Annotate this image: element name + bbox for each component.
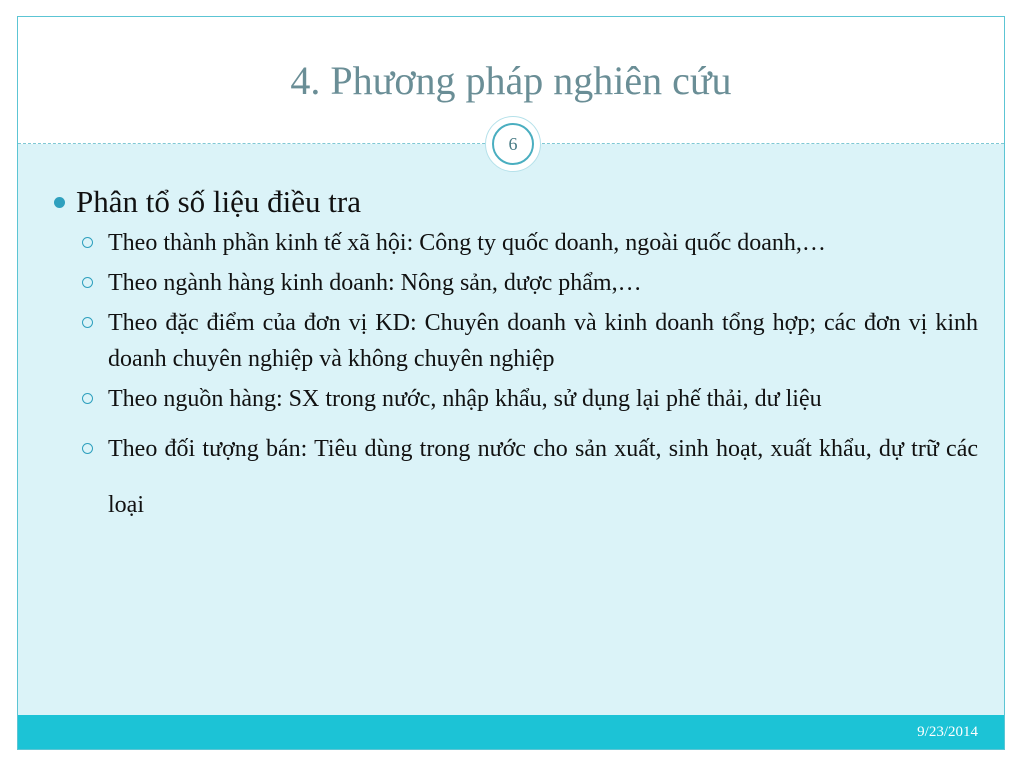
hollow-bullet-icon <box>82 237 93 248</box>
hollow-bullet-icon <box>82 317 93 328</box>
hollow-bullet-icon <box>82 443 93 454</box>
slide-number-badge <box>485 116 541 172</box>
list-item-text: Theo nguồn hàng: SX trong nước, nhập khẩu, sử dụng lại phế thải, dư liệu <box>108 386 822 412</box>
slide-date: 9/23/2014 <box>917 724 978 740</box>
footer-bar <box>18 715 1004 749</box>
slide <box>17 16 1005 750</box>
list-item-text: Theo thành phần kinh tế xã hội: Công ty quốc doanh, ngoài quốc doanh,… <box>108 230 826 256</box>
slide-number: 6 <box>492 123 534 165</box>
list-item-text: Theo ngành hàng kinh doanh: Nông sản, dược phẩm,… <box>108 270 642 296</box>
bullet-heading <box>54 183 978 221</box>
list-item-text: Theo đặc điểm của đơn vị KD: Chuyên doanh và kinh doanh tổng hợp; các đơn vị kinh doanh chuyên nghiệp và không chuyên nghiệp <box>108 310 978 372</box>
hollow-bullet-icon <box>82 277 93 288</box>
content-body <box>54 183 978 537</box>
hollow-bullet-icon <box>82 393 93 404</box>
filled-bullet-icon <box>54 197 65 208</box>
list-item <box>54 305 978 377</box>
list-item-text: Theo đối tượng bán: Tiêu dùng trong nước cho sản xuất, sinh hoạt, xuất khẩu, dự trữ các loại <box>108 436 978 518</box>
slide-title: 4. Phương pháp nghiên cứu <box>290 58 732 103</box>
list-item <box>54 225 978 261</box>
list-item <box>54 381 978 417</box>
bullet-heading-text: Phân tổ số liệu điều tra <box>76 184 361 219</box>
list-item <box>54 265 978 301</box>
list-item <box>54 421 978 533</box>
